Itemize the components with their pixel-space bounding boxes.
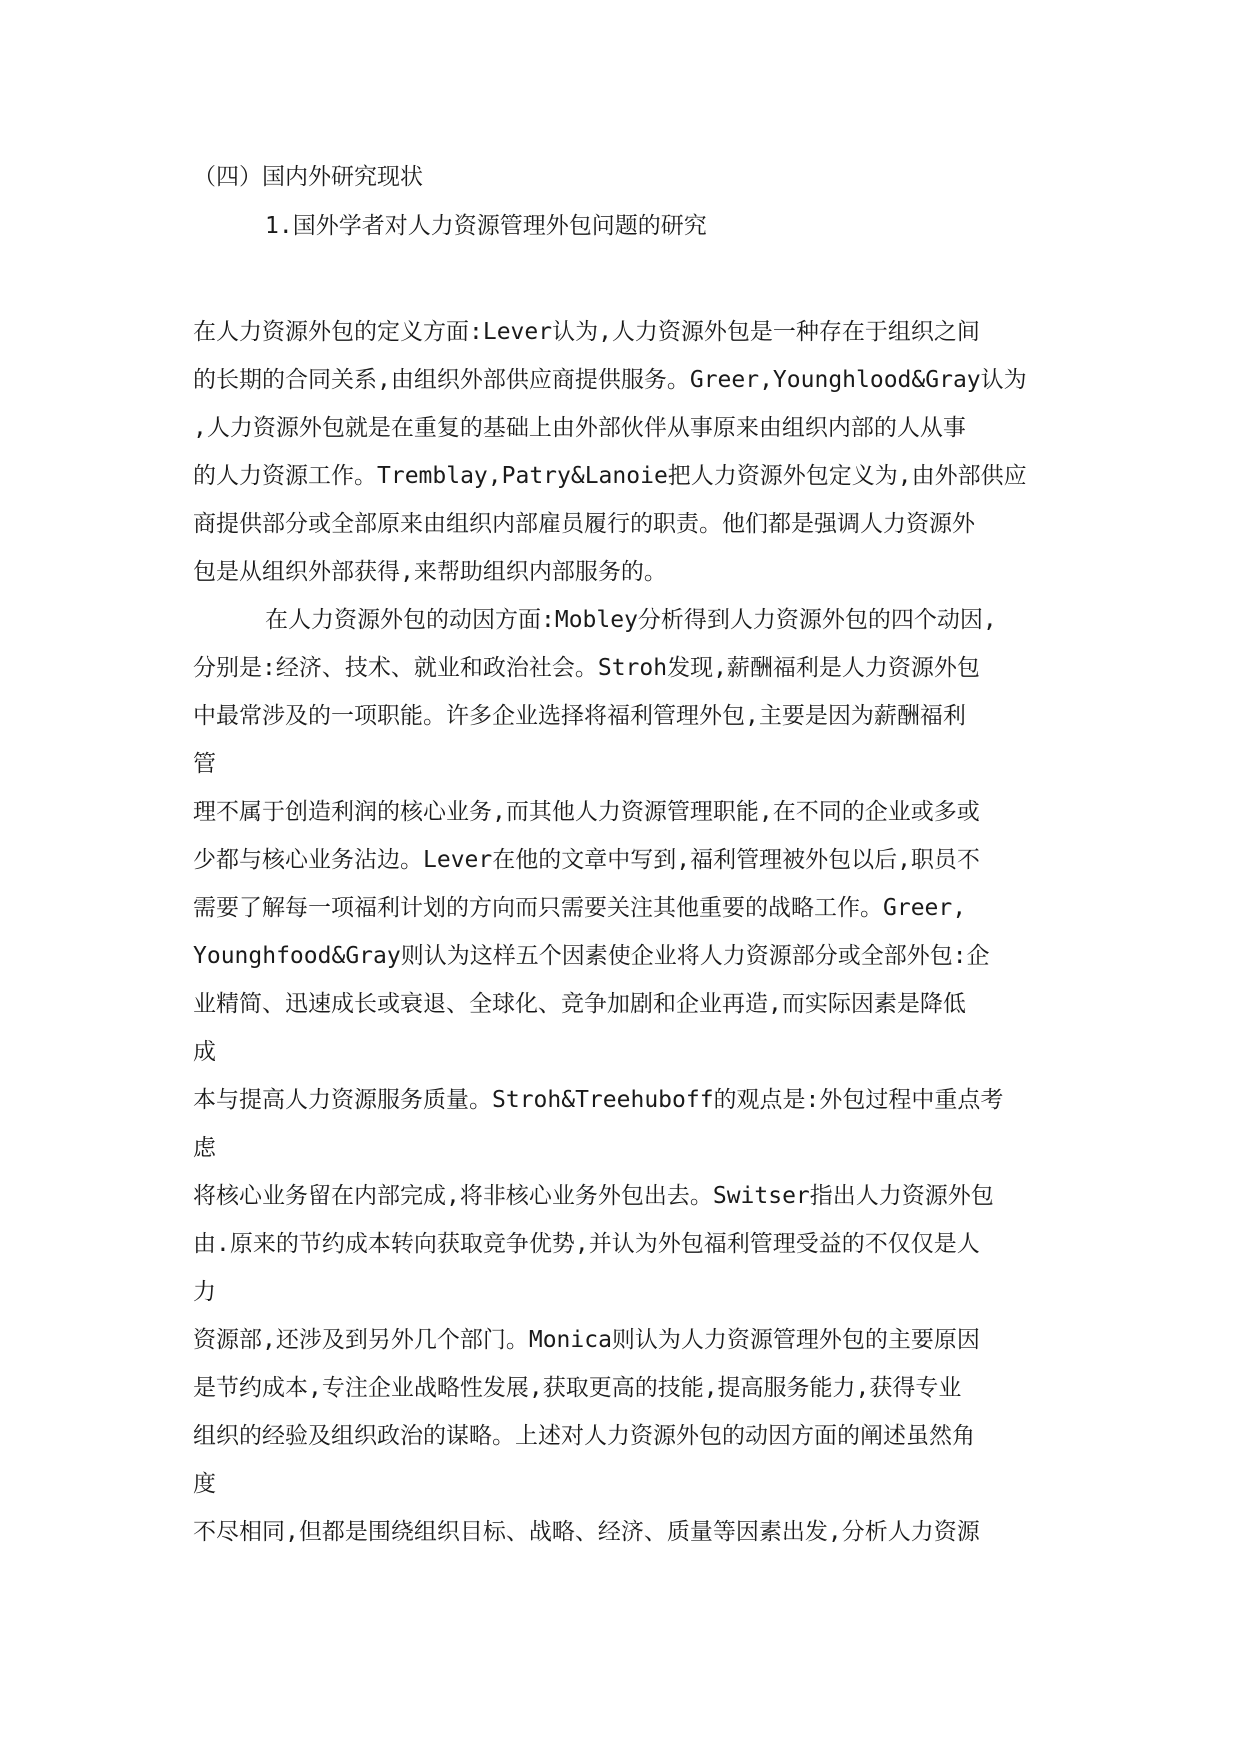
text-line: 是节约成本,专注企业战略性发展,获取更高的技能,提高服务能力,获得专业	[193, 1375, 962, 1401]
text-line: 少都与核心业务沾边。Lever在他的文章中写到,福利管理被外包以后,职员不	[193, 847, 980, 873]
text-line: 商提供部分或全部原来由组织内部雇员履行的职责。他们都是强调人力资源外	[193, 511, 975, 537]
text-line: 业精简、迅速成长或衰退、全球化、竞争加剧和企业再造,而实际因素是降低	[193, 991, 966, 1017]
text-line: 组织的经验及组织政治的谋略。上述对人力资源外包的动因方面的阐述虽然角	[193, 1423, 975, 1449]
text-line: 资源部,还涉及到另外几个部门。Monica则认为人力资源管理外包的主要原因	[193, 1327, 980, 1353]
text-line: 由.原来的节约成本转向获取竞争优势,并认为外包福利管理受益的不仅仅是人	[193, 1231, 980, 1257]
text-line: 需要了解每一项福利计划的方向而只需要关注其他重要的战略工作。Greer,	[193, 895, 967, 921]
text-line: 在人力资源外包的动因方面:Mobley分析得到人力资源外包的四个动因,	[265, 607, 997, 633]
text-line: 本与提高人力资源服务质量。Stroh&Treehuboff的观点是:外包过程中重点考	[193, 1087, 1004, 1113]
text-line: 度	[193, 1471, 216, 1497]
subsection-heading: 1.国外学者对人力资源管理外包问题的研究	[265, 213, 707, 239]
text-line: 将核心业务留在内部完成,将非核心业务外包出去。Switser指出人力资源外包	[193, 1183, 994, 1209]
text-line: 在人力资源外包的定义方面:Lever认为,人力资源外包是一种存在于组织之间	[193, 319, 980, 345]
text-line: 中最常涉及的一项职能。许多企业选择将福利管理外包,主要是因为薪酬福利	[193, 703, 966, 729]
text-line: 成	[193, 1039, 216, 1065]
text-line: 的长期的合同关系,由组织外部供应商提供服务。Greer,Younghlood&Gray认为	[193, 367, 1027, 393]
text-line: 包是从组织外部获得,来帮助组织内部服务的。	[193, 559, 667, 585]
body-text	[193, 308, 1053, 1556]
text-line: 理不属于创造利润的核心业务,而其他人力资源管理职能,在不同的企业或多或	[193, 799, 980, 825]
text-line: ,人力资源外包就是在重复的基础上由外部伙伴从事原来由组织内部的人从事	[193, 415, 966, 441]
section-heading: （四）国内外研究现状	[193, 164, 423, 190]
text-line: 分别是:经济、技术、就业和政治社会。Stroh发现,薪酬福利是人力资源外包	[193, 655, 980, 681]
text-line: 管	[193, 751, 216, 777]
text-line: 的人力资源工作。Tremblay,Patry&Lanoie把人力资源外包定义为,由外部供应	[193, 463, 1027, 489]
text-line: 不尽相同,但都是围绕组织目标、战略、经济、质量等因素出发,分析人力资源	[193, 1519, 980, 1545]
text-line: 虑	[193, 1135, 216, 1161]
text-line: 力	[193, 1279, 216, 1305]
text-line: Younghfood&Gray则认为这样五个因素使企业将人力资源部分或全部外包:企	[193, 943, 990, 969]
